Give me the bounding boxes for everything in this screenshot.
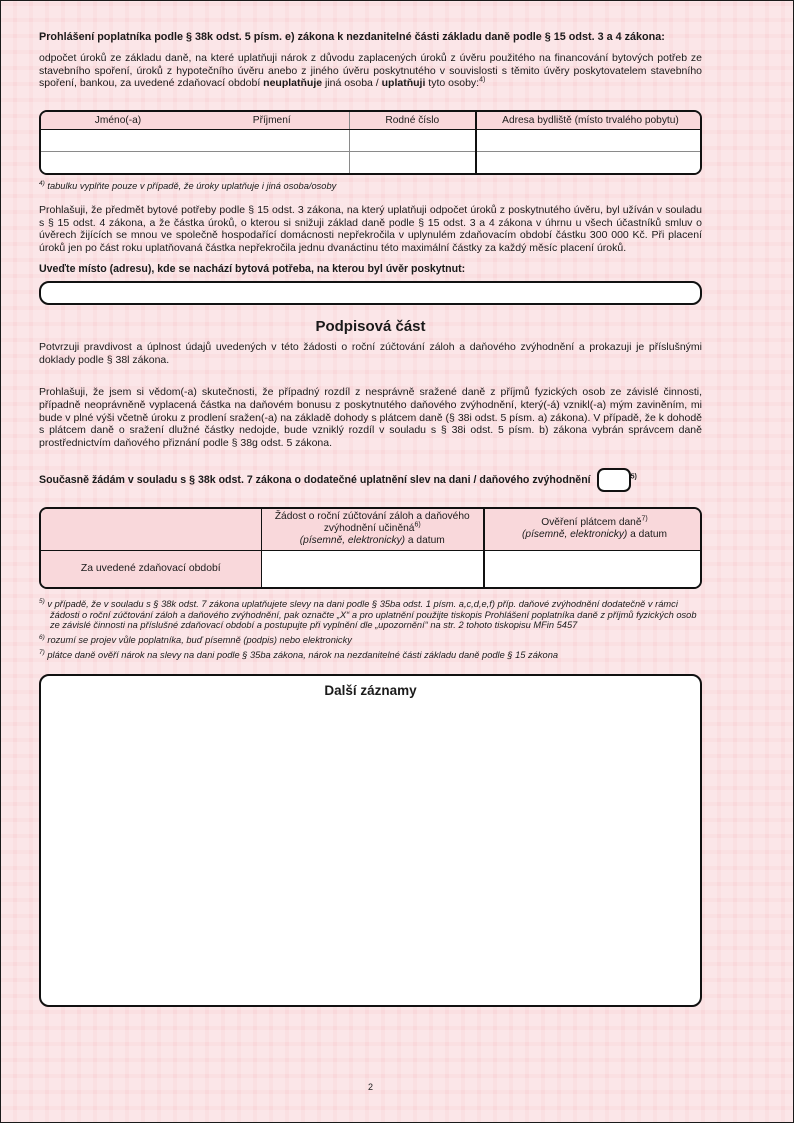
address-label: Uveďte místo (adresu), kde se nachází bytová potřeba, na kterou byl úvěr poskytnut:: [39, 262, 466, 275]
interest-declaration-paragraph: Prohlašuji, že předmět bytové potřeby podle § 15 odst. 3 zákona, na který uplatňuji odpočet úroků z poskytnutého úvěru, byl užíván v souladu s § 15 odst. 4 zákona, a že částka úroků, o kterou si snižuji základ daně podle § 15 odst. 3 a 4 zákona v úhrnu u všech účastníků smluv o úvěrech žijících se mnou ve společně hospodařící domácnosti nepřekročila v uplynulém zdaňovacím období částku 300 000 Kč. Při placení úroků jen po část roku uplatňovaná částka nepřekročila jednu dvanáctinu této maximální částky za každý měsíc placení úroků.: [39, 204, 702, 255]
footnote-6: [39, 633, 702, 646]
footnote-7: [39, 648, 702, 661]
cell-adresa-1[interactable]: [476, 130, 702, 152]
additional-claim-line: [39, 467, 702, 493]
header-rodne-cislo: Rodné číslo: [349, 112, 476, 130]
signature-header-verify-italic: (písemně, elektronicky): [522, 529, 628, 541]
intro-bold-uplatnuji: uplatňuji: [381, 77, 426, 90]
signature-table-row: [41, 550, 702, 587]
signature-header-request-text: Žádost o roční zúčtování záloh a daňového zvýhodnění učiněná: [274, 510, 470, 535]
cell-rodne-cislo-1[interactable]: [349, 130, 476, 152]
footnote-6-ref: 6): [414, 521, 421, 529]
footnote-4-text: tabulku vyplňte pouze v případě, že úroky uplatňuje i jiná osoba/osoby: [47, 181, 337, 192]
signature-header-verify-tail: a datum: [627, 529, 667, 541]
footnote-4: [39, 179, 702, 192]
footnote-4-ref: 4): [479, 76, 486, 84]
signature-header-request: [261, 509, 484, 551]
persons-table-row-2: [41, 152, 702, 174]
confirmation-paragraph: Potvrzuji pravdivost a úplnost údajů uvedených v této žádosti o roční zúčtování záloh a daňového zvýhodnění a prokazuji je příslušnými doklady podle § 38l zákona.: [39, 340, 702, 366]
interest-persons-table: [39, 110, 702, 175]
persons-table-header-row: [41, 112, 702, 130]
signature-header-verify-text: Ověření plátcem daně: [541, 517, 642, 529]
other-records-title: Další záznamy: [324, 683, 417, 698]
header-adresa: Adresa bydliště (místo trvalého pobytu): [476, 112, 702, 130]
intro-text-1: odpočet úroků ze základu daně, na které uplatňuji nárok z důvodu zaplacených úroků z úvěru použitého na financování bytových potřeb ze stavebního spoření, úroků z hypotečního úvěru anebo z jiného úvěru poskytnutého v souvislosti s těmito úvěry poskytovatelem stavebního spoření, bankou, za uvedené zdaňovací období: [39, 52, 702, 90]
signature-request-cell[interactable]: [261, 550, 484, 587]
signature-header-request-tail: a datum: [405, 535, 445, 547]
additional-claim-checkbox[interactable]: [597, 468, 631, 492]
footnote-5-text: v případě, že v souladu s § 38k odst. 7 zákona uplatňujete slevy na dani podle § 35ba odst. 1 písm. a,c,d,e,f) příp. daňové zvýhodnění dodatečně v rámci žádosti o roční zúčtování záloh a daňového zvýhodnění, pak označte „X“ a pro uplatnění použijte tiskopis Prohlášení poplatníka daně z příjmů fyzických osob ze závislé činnosti na příslušné zdaňovací období a postupujte při vyplnění dle „upozornění“ na str. 2 tohoto tiskopisu MFin 5457: [47, 598, 697, 631]
footnote-6-text: rozumí se projev vůle poplatníka, buď písemně (podpis) nebo elektronicky: [47, 635, 352, 646]
other-records-box[interactable]: [39, 674, 702, 1007]
footnote-5-marker: 5): [39, 597, 45, 605]
page-number: 2: [367, 1082, 373, 1092]
cell-jmeno-2[interactable]: [41, 152, 195, 174]
intro-text-2: jiná osoba /: [322, 77, 382, 90]
footnote-7-marker: 7): [39, 649, 45, 657]
signature-header-empty: [41, 509, 261, 551]
section-heading: Prohlášení poplatníka podle § 38k odst. 5 písm. e) zákona k nezdanitelné části základu daně podle § 15 odst. 3 a 4 zákona:: [39, 31, 665, 43]
cell-adresa-2[interactable]: [476, 152, 702, 174]
footnote-6-marker: 6): [39, 634, 45, 642]
footnotes-block: [39, 597, 702, 661]
persons-table-row-1: [41, 130, 702, 152]
additional-claim-text: Současně žádám v souladu s § 38k odst. 7 zákona o dodatečné uplatnění slev na dani / daňového zvýhodnění: [39, 473, 591, 486]
intro-text-3: tyto osoby:: [425, 77, 480, 90]
header-jmeno: Jméno(-a): [41, 112, 195, 130]
header-prijmeni: Příjmení: [195, 112, 349, 130]
signature-table: [39, 507, 702, 589]
address-input[interactable]: [39, 281, 702, 305]
liability-paragraph: Prohlašuji, že jsem si vědom(-a) skutečnosti, že případný rozdíl z nesprávně sražené daně z příjmů fyzických osob ze závislé činnosti, případně neoprávněně vyplacená částka na daňovém bonusu z poskytnutého daňového zvýhodnění, který(-á) vznikl(-a) mým zaviněním, mi bude v plné výši včetně úroku z prodlení sražen(-a) na základě dohody s plátcem daně (§ 38i odst. 5 písm. a) zákona). V případě, že k dohodě s plátcem daně o sražení dlužné částky nedojde, bude vzniklý rozdíl v souladu s § 38i odst. 5 písm. b) zákona vybrán správcem daně prostřednictvím daňového přiznání podle § 38g odst. 5 zákona.: [39, 386, 702, 450]
cell-prijmeni-2[interactable]: [195, 152, 349, 174]
interest-intro-paragraph: [39, 52, 702, 90]
signature-section-title: Podpisová část: [315, 317, 426, 335]
cell-rodne-cislo-2[interactable]: [349, 152, 476, 174]
cell-jmeno-1[interactable]: [41, 130, 195, 152]
footnote-7-text: plátce daně ověří nárok na slevy na dani podle § 35ba zákona, nárok na nezdanitelné části základu daně podle § 15 zákona: [47, 650, 559, 661]
cell-prijmeni-1[interactable]: [195, 130, 349, 152]
signature-table-header-row: [41, 509, 702, 551]
signature-verify-cell[interactable]: [484, 550, 702, 587]
footnote-5: [39, 597, 702, 631]
form-content: [39, 31, 702, 1007]
signature-header-request-italic: (písemně, elektronicky): [299, 535, 406, 547]
signature-row-label: Za uvedené zdaňovací období: [41, 550, 261, 587]
intro-bold-neuplatnuje: neuplatňuje: [263, 77, 323, 90]
footnote-5-ref: 5): [630, 473, 637, 481]
footnote-7-ref: 7): [641, 515, 648, 523]
footnote-4-marker: 4): [39, 180, 45, 188]
signature-header-verify: [484, 509, 702, 551]
